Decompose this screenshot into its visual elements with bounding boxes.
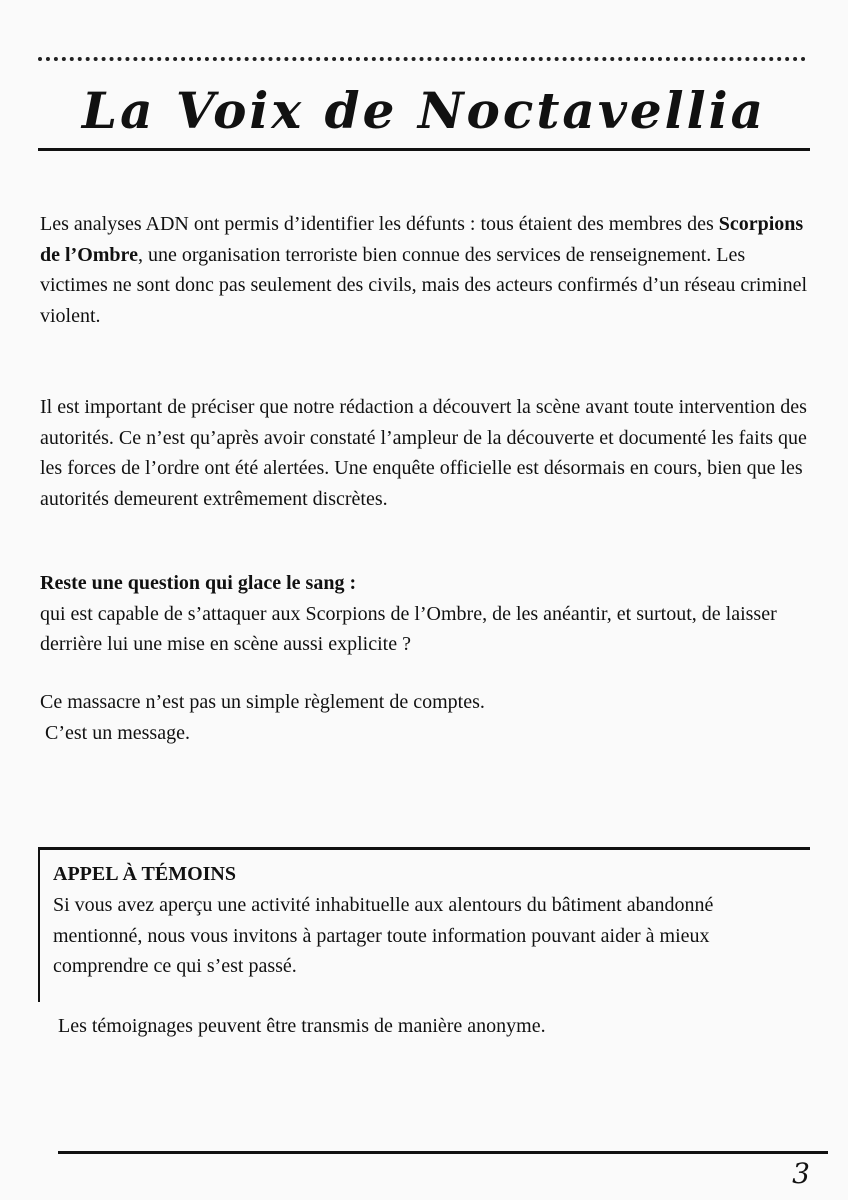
- top-dotted-divider: [38, 57, 806, 61]
- article-paragraph-2: Il est important de préciser que notre rédaction a découvert la scène avant toute intervention des autorités. Ce n’est qu’après avoir constaté l’ampleur de la découverte et documenté les faits que les forces de l’ordre ont été alertées. Une enquête officielle est désormais en cours, bien que les autorités demeurent extrêmement discrètes.: [40, 396, 807, 510]
- appeal-title: APPEL À TÉMOINS: [53, 863, 236, 885]
- paragraph-1-intro: Les analyses ADN ont permis d’identifier les défunts : tous étaient des membres des: [40, 213, 719, 235]
- question-text: qui est capable de s’attaquer aux Scorpions de l’Ombre, de les anéantir, et surtout, de laisser derrière lui une mise en scène aussi explicite ?: [40, 602, 777, 655]
- question-block: [40, 568, 810, 660]
- closing-block: [40, 687, 810, 748]
- question-heading: Reste une question qui glace le sang :: [40, 572, 357, 594]
- footer-divider: [58, 1151, 828, 1154]
- article-paragraph-1: [40, 209, 810, 331]
- organisation-name: Scorpions de l’Ombre: [40, 213, 804, 266]
- appeal-top-divider: [38, 847, 810, 850]
- appeal-left-border: [38, 847, 40, 1002]
- appeal-note: Les témoignages peuvent être transmis de manière anonyme.: [58, 1015, 546, 1037]
- page-number: 3: [792, 1157, 810, 1190]
- closing-line-1: Ce massacre n’est pas un simple règlement de comptes.: [40, 691, 485, 713]
- closing-line-2: C’est un message.: [45, 721, 190, 744]
- newspaper-masthead: La Voix de Noctavellia: [81, 81, 767, 140]
- paragraph-1-rest: , une organisation terroriste bien connue des services de renseignement. Les victimes ne sont donc pas seulement des civils, mais des acteurs confirmés d’un réseau criminel violent.: [40, 243, 808, 327]
- masthead-divider: [38, 148, 810, 151]
- appeal-text: Si vous avez aperçu une activité inhabituelle aux alentours du bâtiment abandonné mentionné, nous vous invitons à partager toute information pouvant aider à mieux comprendre ce qui s’est passé.: [53, 894, 714, 977]
